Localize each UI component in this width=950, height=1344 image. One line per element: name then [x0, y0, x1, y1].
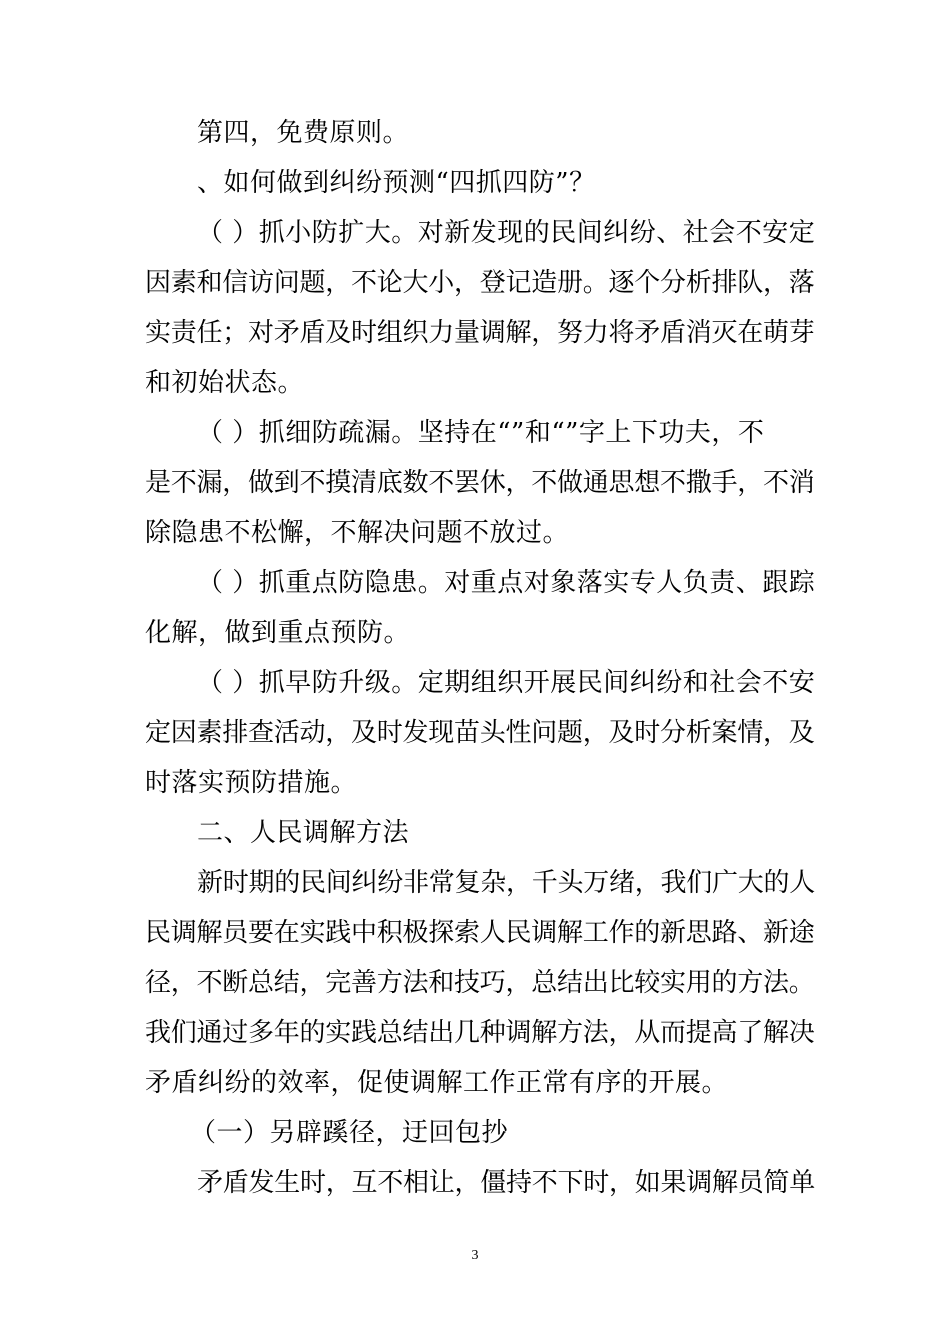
text-line-12: （ ）抓早防升级。定期组织开展民间纠纷和社会不安	[197, 668, 816, 698]
page-number: 3	[471, 1248, 479, 1263]
text-line-19: 我们通过多年的实践总结出几种调解方法，从而提高了解决	[145, 1018, 815, 1048]
text-line-3: （ ）抓小防扩大。对新发现的民间纠纷、社会不安定	[197, 218, 816, 248]
text-line-9: 除隐患不松懈，不解决问题不放过。	[145, 518, 570, 548]
text-line-1: 第四，免费原则。	[197, 118, 410, 148]
text-line-5: 实责任；对矛盾及时组织力量调解，努力将矛盾消灭在萌芽	[145, 318, 815, 348]
text-line-16: 新时期的民间纠纷非常复杂，千头万绪，我们广大的人	[197, 868, 816, 898]
subsection-heading-1: （一）另辟蹊径，迂回包抄	[190, 1118, 509, 1148]
section-heading-question: 、如何做到纠纷预测“四抓四防”？	[197, 168, 596, 198]
text-line-22: 矛盾发生时，互不相让，僵持不下时，如果调解员简单	[197, 1168, 816, 1198]
text-line-8: 是不漏，做到不摸清底数不罢休，不做通思想不撒手，不消	[145, 468, 815, 498]
text-line-14: 时落实预防措施。	[145, 768, 358, 798]
text-line-20: 矛盾纠纷的效率，促使调解工作正常有序的开展。	[145, 1068, 729, 1098]
text-line-11: 化解，做到重点预防。	[145, 618, 411, 648]
text-line-7: （ ）抓细防疏漏。坚持在“”和“”字上下功夫，不	[197, 418, 765, 448]
text-line-18: 径，不断总结，完善方法和技巧，总结出比较实用的方法。	[145, 968, 815, 998]
section-heading-mediation-methods: 二、人民调解方法	[197, 818, 410, 848]
text-line-17: 民调解员要在实践中积极探索人民调解工作的新思路、新途	[145, 918, 815, 948]
text-line-6: 和初始状态。	[145, 368, 305, 398]
text-line-4: 因素和信访问题，不论大小，登记造册。逐个分析排队，落	[145, 268, 815, 298]
text-line-10: （ ）抓重点防隐患。对重点对象落实专人负责、跟踪	[197, 568, 816, 598]
text-line-13: 定因素排查活动，及时发现苗头性问题，及时分析案情，及	[145, 718, 815, 748]
